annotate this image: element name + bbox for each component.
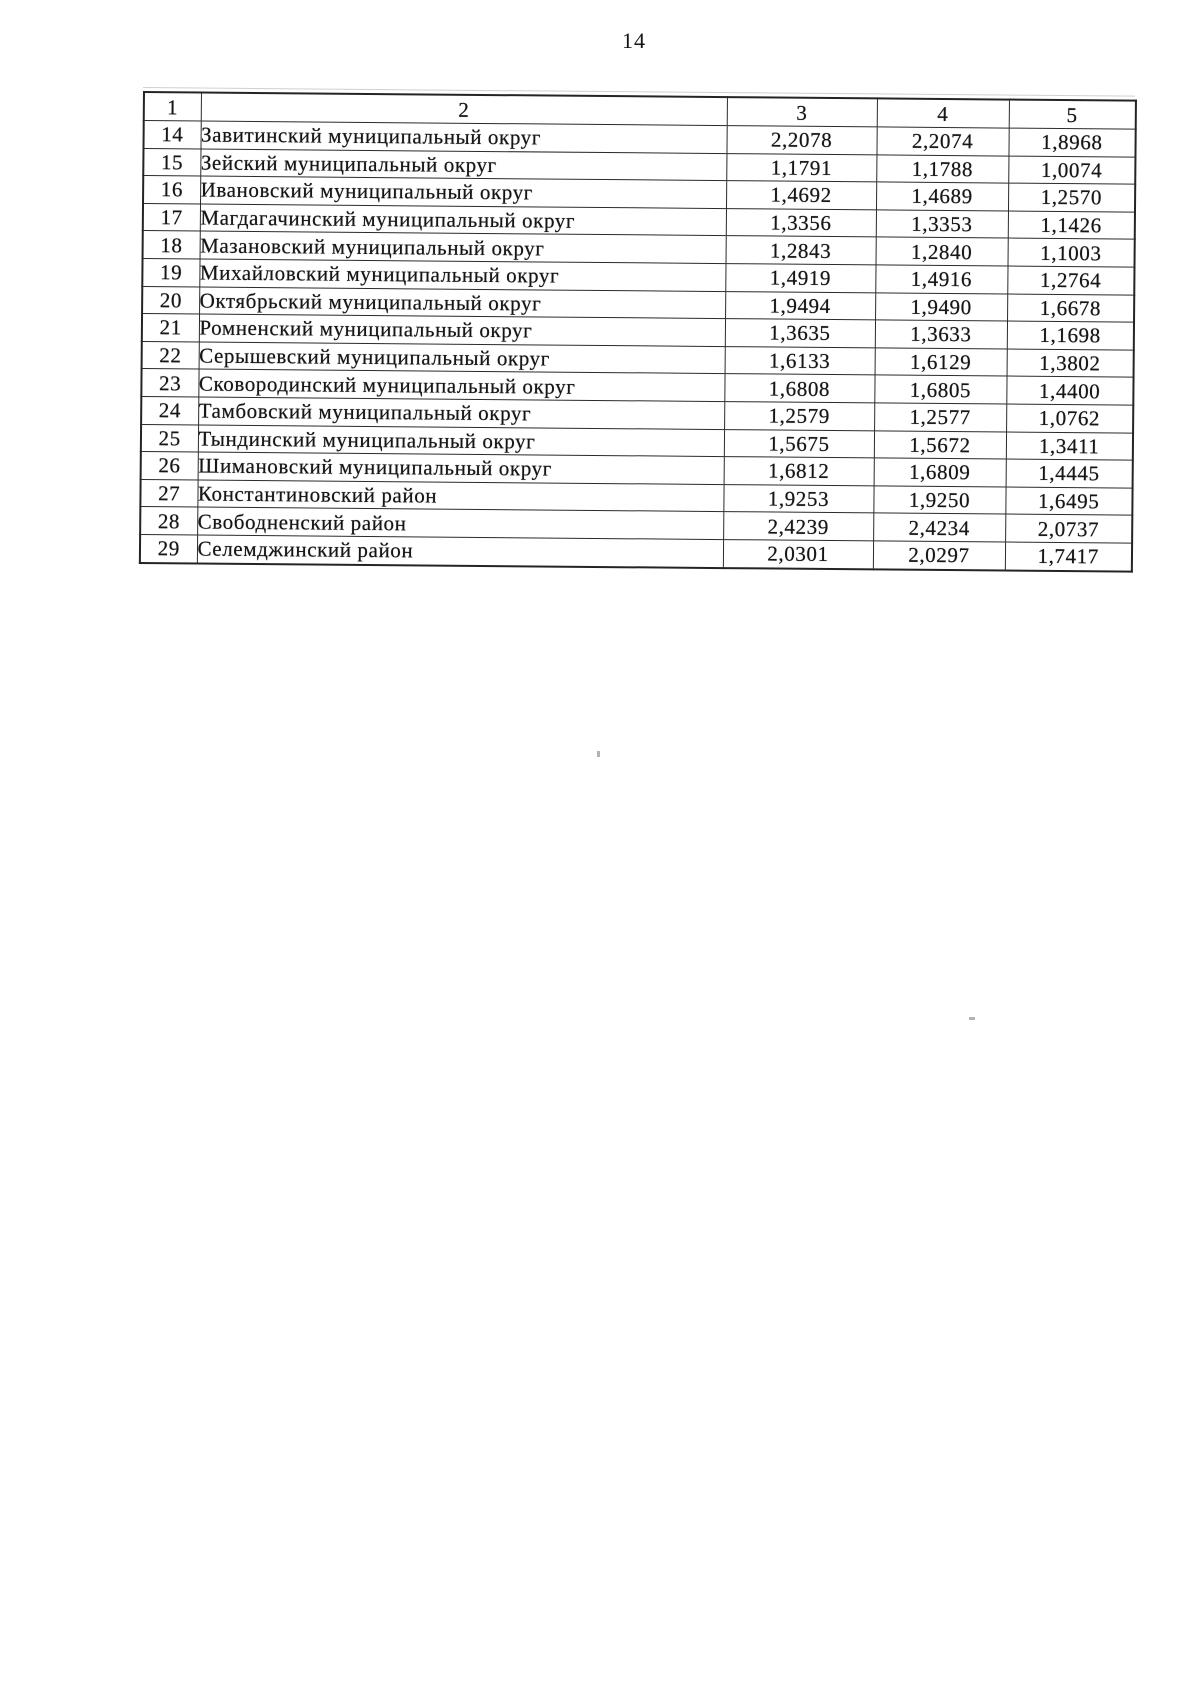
territory-name-cell: Серышевский муниципальный округ: [199, 342, 725, 374]
value-col3-cell: 1,3635: [725, 319, 875, 348]
value-col4-cell: 2,0297: [873, 541, 1005, 570]
value-col3-cell: 1,2579: [724, 402, 874, 431]
row-number-cell: 22: [142, 341, 199, 369]
row-number-cell: 29: [140, 534, 197, 563]
value-col5-cell: 1,4445: [1006, 459, 1133, 488]
value-col5-cell: 1,8968: [1008, 128, 1135, 157]
column-header-2: 2: [201, 93, 727, 126]
value-col3-cell: 1,3356: [726, 208, 876, 237]
value-col5-cell: 1,0074: [1008, 156, 1135, 185]
value-col5-cell: 1,2570: [1008, 183, 1135, 212]
value-col5-cell: 1,1698: [1007, 321, 1134, 350]
row-number-cell: 25: [141, 424, 198, 452]
scan-artifact-speck: [597, 751, 600, 757]
value-col4-cell: 1,4689: [876, 182, 1008, 211]
value-col3-cell: 1,6808: [724, 374, 874, 403]
value-col5-cell: 1,4400: [1006, 376, 1133, 405]
territory-name-cell: Зейский муниципальный округ: [200, 149, 726, 181]
territory-name-cell: Константиновский район: [197, 480, 723, 512]
scan-artifact-speck: [969, 1017, 975, 1020]
value-col5-cell: 1,6678: [1007, 294, 1134, 323]
row-number-cell: 23: [141, 369, 198, 397]
territory-name-cell: Свободненский район: [197, 507, 723, 539]
value-col5-cell: 2,0737: [1005, 514, 1132, 543]
value-col4-cell: 1,2577: [874, 403, 1006, 432]
row-number-cell: 20: [142, 286, 199, 314]
territory-name-cell: Ромненский муниципальный округ: [199, 314, 725, 346]
row-number-cell: 27: [140, 479, 197, 507]
value-col4-cell: 1,5672: [874, 430, 1006, 459]
territory-name-cell: Шимановский муниципальный округ: [198, 452, 724, 484]
value-col5-cell: 1,1003: [1008, 238, 1135, 267]
value-col5-cell: 1,3802: [1007, 349, 1134, 378]
row-number-cell: 21: [142, 314, 199, 342]
value-col3-cell: 1,6133: [725, 346, 875, 375]
value-col5-cell: 1,0762: [1006, 404, 1133, 433]
value-col4-cell: 2,2074: [876, 127, 1008, 156]
row-number-cell: 28: [140, 507, 197, 535]
value-col4-cell: 1,4916: [875, 265, 1007, 294]
territory-name-cell: Сковородинский муниципальный округ: [198, 369, 724, 401]
value-col4-cell: 1,9250: [873, 486, 1005, 515]
column-header-3: 3: [727, 97, 877, 127]
value-col4-cell: 1,1788: [876, 154, 1008, 183]
value-col3-cell: 2,4239: [723, 512, 873, 541]
territory-name-cell: Ивановский муниципальный округ: [200, 176, 726, 208]
territory-name-cell: Завитинский муниципальный округ: [200, 121, 726, 153]
value-col3-cell: 1,4692: [726, 181, 876, 210]
row-number-cell: 24: [141, 396, 198, 424]
value-col5-cell: 1,3411: [1006, 432, 1133, 461]
row-number-cell: 19: [142, 258, 199, 286]
value-col5-cell: 1,7417: [1005, 542, 1132, 571]
row-number-cell: 14: [144, 121, 201, 149]
value-col5-cell: 1,2764: [1007, 266, 1134, 295]
row-number-cell: 16: [143, 176, 200, 204]
column-header-4: 4: [877, 98, 1009, 128]
value-col4-cell: 1,3633: [875, 320, 1007, 349]
column-header-5: 5: [1009, 100, 1136, 130]
value-col4-cell: 1,6809: [874, 458, 1006, 487]
table-container: [139, 91, 1135, 572]
row-number-cell: 26: [141, 452, 198, 480]
page-number: 14: [622, 28, 646, 53]
row-number-cell: 18: [143, 231, 200, 259]
value-col3-cell: 1,6812: [724, 457, 874, 486]
territory-name-cell: Селемджинский район: [197, 535, 723, 568]
row-number-cell: 17: [143, 203, 200, 231]
value-col3-cell: 2,0301: [723, 539, 873, 568]
column-header-1: 1: [144, 92, 201, 121]
territory-name-cell: Тындинский муниципальный округ: [198, 425, 724, 457]
territory-name-cell: Тамбовский муниципальный округ: [198, 397, 724, 429]
value-col3-cell: 1,1791: [726, 153, 876, 182]
value-col4-cell: 1,6805: [874, 375, 1006, 404]
territory-name-cell: Магдагачинский муниципальный округ: [200, 204, 726, 236]
value-col5-cell: 1,1426: [1008, 211, 1135, 240]
value-col3-cell: 1,9253: [723, 484, 873, 513]
territory-name-cell: Мазановский муниципальный округ: [200, 231, 726, 263]
territory-name-cell: Михайловский муниципальный округ: [199, 259, 725, 291]
value-col4-cell: 2,4234: [873, 513, 1005, 542]
value-col4-cell: 1,2840: [876, 237, 1008, 266]
data-table: [139, 91, 1137, 572]
value-col4-cell: 1,6129: [875, 348, 1007, 377]
value-col4-cell: 1,9490: [875, 292, 1007, 321]
territory-name-cell: Октябрьский муниципальный округ: [199, 287, 725, 319]
value-col3-cell: 1,2843: [726, 236, 876, 265]
value-col3-cell: 2,2078: [726, 126, 876, 155]
value-col4-cell: 1,3353: [876, 210, 1008, 239]
value-col3-cell: 1,9494: [725, 291, 875, 320]
value-col3-cell: 1,5675: [724, 429, 874, 458]
row-number-cell: 15: [143, 148, 200, 176]
value-col3-cell: 1,4919: [725, 264, 875, 293]
value-col5-cell: 1,6495: [1005, 487, 1132, 516]
